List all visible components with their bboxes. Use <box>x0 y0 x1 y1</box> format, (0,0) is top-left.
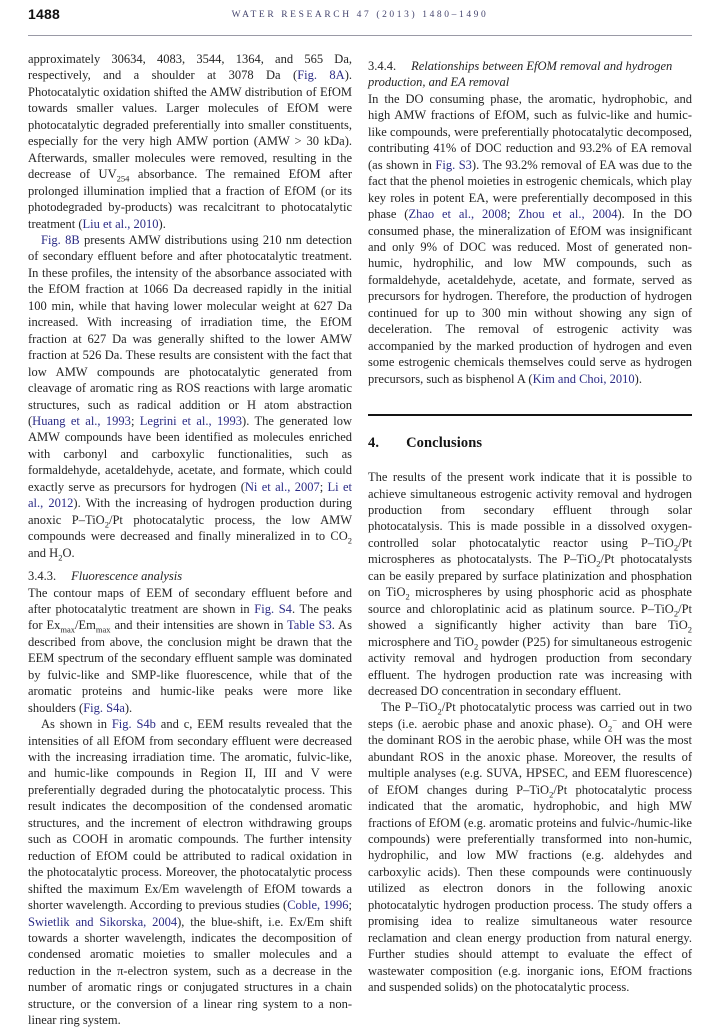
citation-link[interactable]: Zhao et al., 2008 <box>408 207 507 222</box>
citation-link[interactable]: Swietlik and Sikorska, 2004 <box>28 914 178 929</box>
subscript-text: 254 <box>116 173 130 184</box>
body-paragraph: The P–TiO$_2$/Pt photocatalytic process was carried out in two steps (i.e. aerobic phase and anoxic phase). $O_2^-$ and OH were the dominant ROS in the aerobic phase, while OH was the most abundant ROS in the anoxic phase. Moreover, the results of multiple analyses (e.g. SUVA, HPSEC, and EEM fluorescence) of EfOM changes during P–TiO$_2$/Pt photocatalytic process indicated that the aromatic, hydrophobic, and high MW fractions of EfOM (e.g. aromatic proteins and fulvic-/humic-like compounds) were preferentially transformed into non-humic, hydrophilic, and low MW fractions (e.g. aldehydes and carboxylic acids). Then these compounds were continuously utilized as electron donors in the following anoxic photocatalytic hydrogen production process. The study offers a promising idea to realize simultaneous water resource reclamation and clean energy production from natural energy. Further studies should attempt to evaluate the effect of wastewater composition (e.g. inorganic ions, EfOM fractions and suspended solids) on the photocatalytic process. <box>368 700 692 995</box>
body-paragraph: As shown in Fig. S4b and c, EEM results revealed that the intensities of all EfOM from secondary effluent were decreased with the increasing irradiation time. The aromatic, fulvic-like, and humic-like compounds in Region II, III and V were preferentially degraded during the photocatalytic process. This result indicates the decomposition of the condensed aromatic structures, and the increment of electron withdrawing groups such as COOH in aromatic compounds. The further intensity reduction of EfOM could be attributed to radical oxidation in the photocatalytic process. Moreover, the photocatalytic process shifted the maximum Ex/Em wavelength of EfOM towards a shorter wavelength. According to previous studies (Coble, 1996; Swietlik and Sikorska, 2004), the blue-shift, i.e. Ex/Em shift towards a shorter wavelength, indicates the decomposition of condensed aromatic moieties to smaller molecules and a reduction in the π-electron system, such as a decrease in the number of aromatic rings or conjugated structures in a chain structure, or the conversion of a linear ring system to a non-linear ring system. <box>28 717 352 1028</box>
subsection-heading <box>368 58 692 91</box>
header-rule <box>28 35 692 36</box>
right-column <box>368 51 692 1029</box>
citation-link[interactable]: Fig. 8A <box>297 68 345 83</box>
citation-link[interactable]: Fig. S4 <box>254 601 292 616</box>
subscript-text: 2 <box>687 624 692 635</box>
citation-link[interactable]: Table S3 <box>287 618 332 633</box>
body-paragraph: approximately 30634, 4083, 3544, 1364, and 565 Da, respectively, and a shoulder at 3078 Da (Fig. 8A). Photocatalytic oxidation shifted the AMW distribution of EfOM towards smaller values. Larger molecules of EfOM were photocatalytic degraded preferentially into smaller constituents, especially for the very high AMW portion (AMW > 30 kDa). Afterwards, smaller molecules were removed, resulting in the decrease of $UV_{254}$ absorbance. The remained EfOM after prolonged illumination implied that a fraction of EfOM (or its photodegraded by-products) was recalcitrant to photocatalytic treatment (Liu et al., 2010). <box>28 52 353 231</box>
section-divider-rule <box>368 414 692 416</box>
left-column <box>28 51 352 1029</box>
citation-link[interactable]: Fig. 8B <box>41 232 80 247</box>
body-paragraph: The contour maps of EEM of secondary effluent before and after photocatalytic treatment are shown in Fig. S4. The peaks for $Ex_{max}/Em_{max}$ and their intensities are shown in Table S3. As described from above, the conclusion might be drawn that the EEM spectrum of the secondary effluent sample was dominated by fulvic-like and SMP-like fluorescence, while that of the aromatic proteins and humic-like peaks were more like shoulders (Fig. S4a). <box>28 585 353 715</box>
subsection-number: 3.4.4. <box>368 59 397 73</box>
citation-link[interactable]: Legrini et al., 1993 <box>139 413 243 428</box>
citation-link[interactable]: Fig. S3 <box>435 157 472 172</box>
subscript-text: max <box>95 624 111 635</box>
subscript-text: 2 <box>58 552 63 563</box>
subsection-title: Relationships between EfOM removal and hydrogen production, and EA removal <box>368 59 673 90</box>
page-number: 1488 <box>28 6 60 22</box>
body-paragraph: Fig. 8B presents AMW distributions using 210 nm detection of secondary effluent before and after photocatalytic treatment. In these profiles, the intensity of the absorbance associated with the EfOM fraction at 1066 Da decreased rapidly in the initial 100 min, while that having lower molecular weight at 627 Da increased. With increasing of irradiation time, the EfOM fraction at 627 Da was generally shifted to the lower AMW fraction at 526 Da. These results are consistent with the fact that low AMW compounds are photocatalytic generated from cleavage of aromatic ring as ROS reactions with large aromatic structures, such as radical addition or H atom abstraction (Huang et al., 1993; Legrini et al., 1993). The generated low AMW compounds have been identified as molecules enriched with carbonyl and carboxylic functionalities, such as formaldehyde, acetaldehyde, acetate, and formate, which could exactly serve as precursors for hydrogen (Ni et al., 2007; Li et al., 2012). With the increasing of hydrogen production during anoxic P–TiO$_2$/Pt photocatalytic process, the low AMW compounds were decreased and finally mineralized in to $CO_2$ and $H_2O$. <box>28 232 353 563</box>
citation-link[interactable]: Zhou et al., 2004 <box>518 207 618 222</box>
subscript-text: 2 <box>473 641 479 652</box>
journal-title: WATER RESEARCH 47 (2013) 1480–1490 <box>231 10 489 20</box>
running-head <box>28 6 692 28</box>
subscript-text: 2 <box>596 558 601 569</box>
subsection-heading <box>28 568 352 584</box>
section-number: 4. <box>368 435 380 452</box>
subscript-text: 2 <box>104 519 109 530</box>
subsection-title: Fluorescence analysis <box>71 569 183 584</box>
citation-link[interactable]: Huang et al., 1993 <box>32 413 131 428</box>
two-column-body <box>28 51 692 1029</box>
subscript-text: max <box>60 624 76 635</box>
citation-link[interactable]: Kim and Choi, 2010 <box>532 371 635 386</box>
subscript-text: 2 <box>437 706 442 717</box>
subscript-text: 2 <box>347 535 352 546</box>
subscript-text: 2 <box>549 789 554 800</box>
superscript-text: − <box>612 714 617 725</box>
body-paragraph: The results of the present work indicate that it is possible to achieve simultaneous estrogenic activity removal and hydrogen production from secondary effluent through solar photocatalysis. This is made possible in a dissolved oxygen-controlled solar photocatalytic reactor using P–TiO$_2$/Pt microspheres as photocatalysts. The P–TiO$_2$/Pt photocatalysts can be easily prepared by surface platinization and phosphation on TiO$_2$ microspheres by using phosphoric acid as phosphate source and chloroplatinic acid as platinum source. P–TiO$_2$/Pt showed a significantly higher activity than bare TiO$_2$ microsphere and TiO$_2$ powder (P25) for simultaneous estrogenic activity removal and hydrogen production from secondary effluent. The hydrogen production rate was increasing with decreased DO concentration in secondary effluent. <box>368 470 692 698</box>
section-heading <box>368 435 692 452</box>
citation-link[interactable]: Liu et al., 2010 <box>82 216 159 231</box>
subscript-text: 2 <box>607 723 613 734</box>
citation-link[interactable]: Coble, 1996 <box>287 898 349 913</box>
section-title: Conclusions <box>406 435 483 452</box>
subscript-text: 2 <box>673 608 679 619</box>
citation-link[interactable]: Li et al., 2012 <box>28 479 352 511</box>
subsection-number: 3.4.3. <box>28 569 57 584</box>
citation-link[interactable]: Fig. S4b <box>111 717 156 732</box>
subscript-text: 2 <box>673 542 679 553</box>
citation-link[interactable]: Ni et al., 2007 <box>244 479 320 494</box>
citation-link[interactable]: Fig. S4a <box>83 700 125 715</box>
subscript-text: 2 <box>405 591 410 602</box>
body-paragraph: In the DO consuming phase, the aromatic, hydrophobic, and high AMW fractions of EfOM, such as fulvic-like and humic-like compounds, were preferentially photocatalytic decomposed, contributing 41% of DOC reduction and 93.2% of EA removal (as shown in Fig. S3). The 93.2% removal of EA was due to the fact that the phenol moieties in estrogenic chemicals, which play key roles in potent EA, were preferentially decomposed in this phase (Zhao et al., 2008; Zhou et al., 2004). In the DO consumed phase, the mineralization of EfOM was insignificant and only 9% of DOC was reduced. Most of generated non-humic, hydrophilic, and low MW compounds, such as formaldehyde, acetaldehyde, acetate, and formate, served as precursors for hydrogen. Therefore, the production of hydrogen continued for up to 300 min without showing any sign of deceleration. The removal of estrogenic activity was accompanied by the marked production of hydrogen and even some estrogenic chemicals themselves could serve as hydrogen precursors, such as bisphenol A (Kim and Choi, 2010). <box>368 91 692 386</box>
